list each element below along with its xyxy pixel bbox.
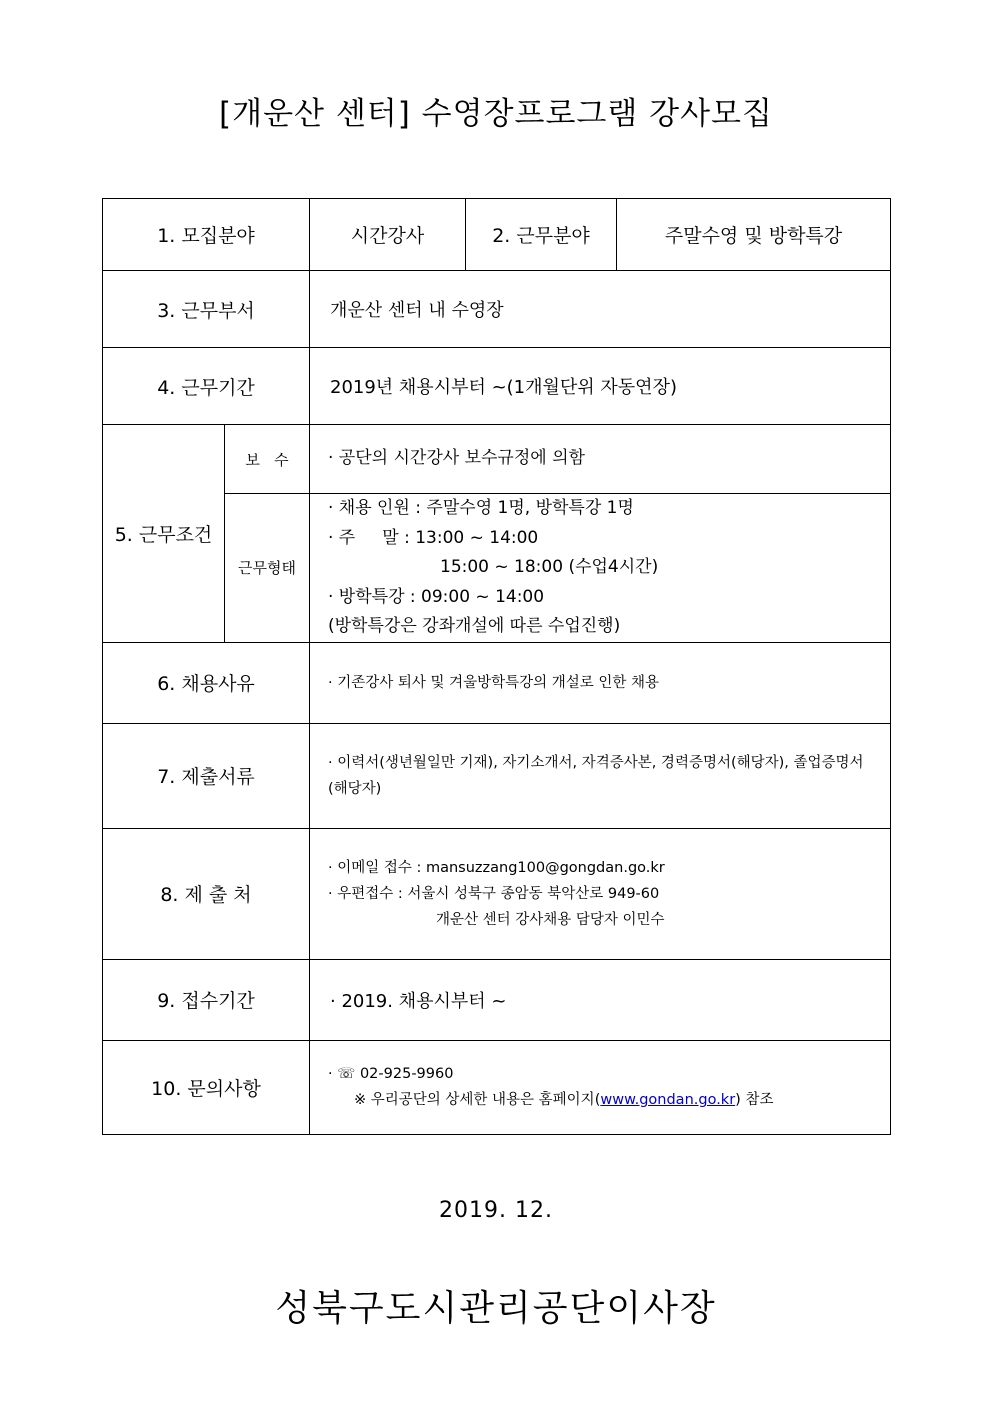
inquiries-label: 10. 문의사항 <box>103 1040 310 1134</box>
submission-line: · 우편접수 : 서울시 성북구 종암동 북악산로 949-60 <box>328 885 660 902</box>
hiring-reason-label: 6. 채용사유 <box>103 642 310 723</box>
work-type-line: · 채용 인원 : 주말수영 1명, 방학특강 1명 <box>328 498 634 518</box>
homepage-note-suffix: ) 참조 <box>735 1092 774 1108</box>
phone-number: · ☏ 02-925-9960 <box>328 1066 454 1082</box>
row-inquiries <box>103 1040 891 1134</box>
page-title: [개운산 센터] 수영장프로그램 강사모집 <box>219 96 773 132</box>
submission-line: · 이메일 접수 : mansuzzang100@gongdan.go.kr <box>328 859 665 876</box>
issuer-organization: 성북구도시관리공단이사장 <box>275 1288 717 1329</box>
application-period-label: 9. 접수기간 <box>103 959 310 1040</box>
work-field-label: 2. 근무분야 <box>466 199 617 271</box>
recruitment-table <box>102 198 891 1135</box>
row-work-period <box>103 348 891 425</box>
department-value: 개운산 센터 내 수영장 <box>310 271 891 348</box>
work-period-label: 4. 근무기간 <box>103 348 310 425</box>
document-date: 2019. 12. <box>439 1198 553 1223</box>
row-recruitment-field <box>103 199 891 271</box>
work-type-value <box>310 494 891 643</box>
homepage-note <box>328 1087 890 1113</box>
row-documents <box>103 723 891 828</box>
row-submission <box>103 828 891 959</box>
submission-label: 8. 제 출 처 <box>103 828 310 959</box>
submission-line: 개운산 센터 강사채용 담당자 이민수 <box>436 911 665 928</box>
work-type-line: · 방학특강 : 09:00 ~ 14:00 <box>328 586 545 607</box>
application-period-value: · 2019. 채용시부터 ~ <box>310 959 891 1040</box>
hiring-reason-value: · 기존강사 퇴사 및 겨울방학특강의 개설로 인한 채용 <box>310 642 891 723</box>
pay-value: · 공단의 시간강사 보수규정에 의함 <box>310 425 891 494</box>
work-type-line: · 주 말 : 13:00 ~ 14:00 <box>328 527 539 548</box>
work-period-value: 2019년 채용시부터 ~(1개월단위 자동연장) <box>310 348 891 425</box>
documents-value: · 이력서(생년월일만 기재), 자기소개서, 자격증사본, 경력증명서(해당자), 졸업증명서(해당자) <box>310 723 891 828</box>
row-application-period <box>103 959 891 1040</box>
row-hiring-reason <box>103 642 891 723</box>
work-type-line: 15:00 ~ 18:00 (수업4시간) <box>440 557 659 577</box>
inquiries-value <box>310 1040 891 1134</box>
work-conditions-label: 5. 근무조건 <box>103 425 225 643</box>
row-pay <box>103 425 891 494</box>
department-label: 3. 근무부서 <box>103 271 310 348</box>
work-type-line: (방학특강은 강좌개설에 따른 수업진행) <box>328 616 621 636</box>
pay-label: 보 수 <box>225 425 310 494</box>
submission-value <box>310 828 891 959</box>
row-department <box>103 271 891 348</box>
recruitment-field-label: 1. 모집분야 <box>103 199 310 271</box>
homepage-note-prefix: ※ 우리공단의 상세한 내용은 홈페이지( <box>354 1092 601 1108</box>
documents-label: 7. 제출서류 <box>103 723 310 828</box>
homepage-link[interactable]: www.gondan.go.kr <box>600 1092 736 1108</box>
recruitment-field-value: 시간강사 <box>310 199 466 271</box>
work-type-label: 근무형태 <box>225 494 310 643</box>
work-field-value: 주말수영 및 방학특강 <box>617 199 891 271</box>
